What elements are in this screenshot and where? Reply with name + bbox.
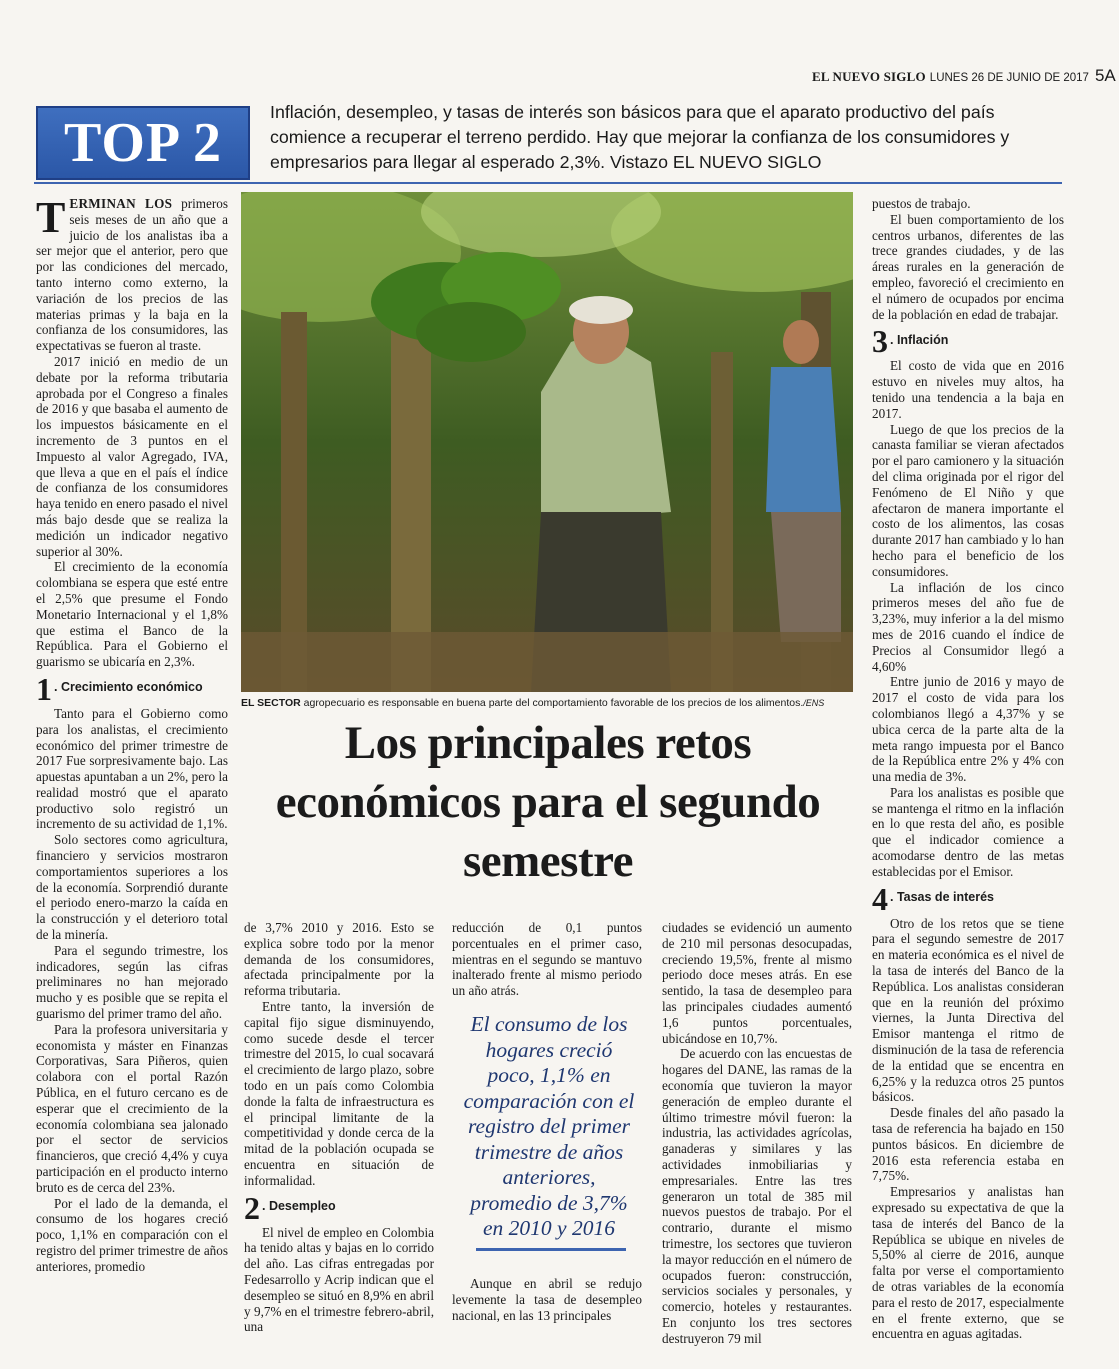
section-heading-2 [244, 1189, 434, 1226]
paragraph: Otro de los retos que se tiene para el segundo semestre de 2017 en materia económica es el nivel de la tasa de interés del Banco de la República. Los analistas consideran que en la reunión del próximo viernes, la Junta Directiva del Emisor mantenga el ritmo de disminución de la tasa de referencia de la entidad que se encentra en 6,25% y la reduzca otros 25 puntos básicos. [872, 915, 1064, 1105]
paragraph: 2017 inició en medio de un debate por la reforma tributaria aprobada por el Congreso a finales de 2016 y que basaba el aumento de los impuestos básicamente en el incremento de 3 puntos en el Impuesto al valor Agregado, IVA, que lleva a que en el país el índice de confianza de los consumidores haya tenido en enero pasado el nivel más bajo desde que se realiza la medición un indicador negativo superior al 30%. [36, 353, 228, 559]
top-badge [36, 106, 250, 180]
paragraph: ciudades se evidenció un aumento de 210 mil personas desocupadas, creciendo 19,5%, frente al mismo periodo doce meses atrás. En ese sentido, la tasa de desempleo para las principales ciudades aumentó 1,6 puntos porcentuales, ubicándose en 10,7%. [662, 920, 852, 1046]
section-number: 1 [36, 670, 52, 707]
article-column-3-bottom [452, 1276, 642, 1323]
article-column-1 [36, 193, 228, 1275]
paragraph: Luego de que los precios de la canasta familiar se vieran afectados por el paro camionero y la situación del clima originada por el rigor del Fenómeno de El Niño y que afectaron de manera importante el costo de los alimentos, las cosas durante 2017 han cambiado y lo han hecho para el beneficio de los consumidores. [872, 421, 1064, 579]
paragraph: Aunque en abril se redujo levemente la tasa de desempleo nacional, en las 13 principales [452, 1276, 642, 1323]
pull-quote-rule [476, 1248, 626, 1251]
paragraph: Entre junio de 2016 y mayo de 2017 el costo de vida para los colombianos llegó a 4,37% y se ubica cerca de la parte alta de la meta rango impuesta por el Banco de la República entre 2% y 4% con una media de 3%. [872, 674, 1064, 785]
lead-caps: ERMINAN LOS [69, 196, 173, 211]
paragraph: Desde finales del año pasado la tasa de referencia ha bajado en 150 puntos básicos. En diciembre de 2016 esta referencia estaba en 7,75%. [872, 1105, 1064, 1184]
caption-lead: EL SECTOR [241, 697, 301, 709]
photo-illustration [241, 192, 853, 692]
top-badge-label: TOP 2 [63, 112, 222, 174]
photo-caption [241, 697, 853, 709]
newspaper-name: EL NUEVO SIGLO [812, 69, 926, 84]
paragraph: reducción de 0,1 puntos porcentuales en el primer caso, mientras en el segundo se mantuvo inalterado frente al mismo periodo un año atrás. [452, 920, 642, 999]
section-title: . Inflación [890, 332, 949, 347]
paragraph: Entre tanto, la inversión de capital fijo sigue disminuyendo, como sucede desde el tercer trimestre del 2015, lo cual socavará el crecimiento de largo plazo, sobre todo en un país como Colombia donde la falta de infraestructura es el principal limitante de la competitividad y donde cerca de la mitad de la población ocupada se encuentra en situación de informalidad. [244, 998, 434, 1188]
page-header [812, 66, 1116, 86]
article-column-5 [872, 196, 1064, 1342]
lead-paragraph [36, 193, 228, 354]
section-heading-1 [36, 670, 228, 707]
caption-text: agropecuario es responsable en buena parte del comportamiento favorable de los precios de los alimentos. [300, 697, 804, 709]
section-title: . Desempleo [262, 1198, 336, 1213]
section-title: . Tasas de interés [890, 889, 994, 904]
paragraph: Para los analistas es posible que se mantenga el ritmo en la inflación en lo que resta del año, es posible que el indicador comience a acomodarse dentro de las metas establecidas por el Emisor. [872, 784, 1064, 879]
paragraph: Solo sectores como agricultura, financiero y servicios mostraron comportamientos superiores a los de la economía. Sorprendió durante el periodo enero-marzo la caída en la construcción y el deterioro total de la minería. [36, 832, 228, 943]
pull-quote: El consumo de los hogares creció poco, 1,1% en comparación con el registro del primer trimestre de años anteriores, promedio de 3,7% en 2010 y 2016 [463, 1012, 635, 1240]
paragraph: puestos de trabajo. [872, 196, 971, 211]
page-number: 5A [1094, 66, 1116, 85]
divider [34, 182, 1062, 184]
banana-harvest-photo [241, 192, 853, 692]
article-column-4 [662, 920, 852, 1347]
paragraph: El crecimiento de la economía colombiana se espera que esté entre el 2,5% que presume el Fondo Monetario Internacional y el 1,8% que estima el Banco de la República. Para el Gobierno el guarismo se ubicaría en 2,3%. [36, 559, 228, 670]
photo-credit: /ENS [803, 698, 825, 708]
article-headline: Los principales retos económicos para el segundo semestre [275, 717, 821, 887]
paragraph: El buen comportamiento de los centros urbanos, diferentes de las trece grandes ciudades, y de las áreas rurales en la generación de empleo, favoreció el crecimiento en el número de ocupados por encima de la población en edad de trabajar. [872, 211, 1064, 322]
paragraph: De acuerdo con las encuestas de hogares del DANE, las ramas de la economía que tuvieron la mayor generación de empleo durante el último trimestre móvil fueron: la industria, las actividades agrícolas, ganaderas y similares y las actividades inmobiliarias y empresariales. Entre las tres generaron un total de 385 mil nuevos puestos de trabajo. Por el contrario, durante el mismo trimestre, los sectores que tuvieron la mayor reducción en el número de ocupados fueron: construcción, servicios sociales y personales, y comercio, hoteles y restaurantes. En conjunto los tres sectores destruyeron 79 mil [662, 1046, 852, 1346]
paragraph: Empresarios y analistas han expresado su expectativa de que la tasa de interés del Banco de la República se ubique en niveles de 5,50% al cierre de 2016, aunque falta por verse el comportamiento de otras variables de la economía para el resto de 2017, especialmente en el frente externo, que se encuentra en aguas agitadas. [872, 1184, 1064, 1342]
drop-cap: T [36, 193, 66, 242]
paragraph: El costo de vida que en 2016 estuvo en niveles muy altos, ha tenido una tendencia a la baja en 2017. [872, 358, 1064, 421]
section-heading-4 [872, 880, 1064, 917]
article-column-3-top [452, 920, 642, 999]
section-number: 4 [872, 880, 888, 917]
section-heading-3 [872, 323, 1064, 360]
lead-text: primeros seis meses de un año que a juicio de los analistas iba a ser mejor que el anterior, pero que por las condiciones del mercado, tanto interno como externo, la variación de los precios de las materias primas y la baja en la confianza de los consumidores, las expectativas se fueron al traste. [36, 196, 228, 354]
paragraph: La inflación de los cinco primeros meses del año fue de 3,23%, muy inferior a la del mismo mes de 2016 cuando el índice de Precios al Consumidor llegó a 4,60% [872, 579, 1064, 674]
paragraph: Para el segundo trimestre, los indicadores, según las cifras preliminares no han mejorado mucho y es posible que se repita el guarismo del primer tramo del año. [36, 942, 228, 1022]
paragraph: El nivel de empleo en Colombia ha tenido altas y bajas en lo corrido del año. Las cifras entregadas por Fedesarrollo y Acrip indican que el desempleo se situó en 8,9% en abril y 9,7% en el trimestre febrero-abril, una [244, 1224, 434, 1335]
article-column-2 [244, 920, 434, 1335]
intro-summary: Inflación, desempleo, y tasas de interés son básicos para que el aparato productivo del país comience a recuperar el terreno perdido. Hay que mejorar la confianza de los consumidores y empresarios para llegar al esperado 2,3%. Vistazo EL NUEVO SIGLO [270, 102, 1010, 172]
section-number: 2 [244, 1189, 260, 1226]
paragraph: de 3,7% 2010 y 2016. Esto se explica sobre todo por la menor demanda de los consumidores, afectada principalmente por la reforma tributaria. [244, 920, 434, 999]
paragraph: Tanto para el Gobierno como para los analistas, el crecimiento económico del primer trimestre de 2017 Fue sorpresivamente bajo. Las apuestas apuntaban a un 2%, pero la realidad mostró que el aparato productivo solo registró un incremento de su actividad de 1,1%. [36, 705, 228, 832]
section-title: . Crecimiento económico [54, 680, 203, 695]
issue-date: LUNES 26 DE JUNIO DE 2017 [929, 72, 1089, 84]
paragraph: Por el lado de la demanda, el consumo de los hogares creció poco, 1,1% en comparación con el registro del primer trimestre de años anteriores, promedio [36, 1195, 228, 1274]
paragraph: Para la profesora universitaria y economista y máster en Finanzas Corporativas, Sara Piñeros, quien colabora con el portal Razón Pública, en el futuro cercano es de esperar que el crecimiento de la economía colombiana sea jalonado por el sector de servicios financieros, que creció 4,4% y cuya participación en el producto interno bruto es de cerca del 23%. [36, 1021, 228, 1195]
section-number: 3 [872, 323, 888, 360]
